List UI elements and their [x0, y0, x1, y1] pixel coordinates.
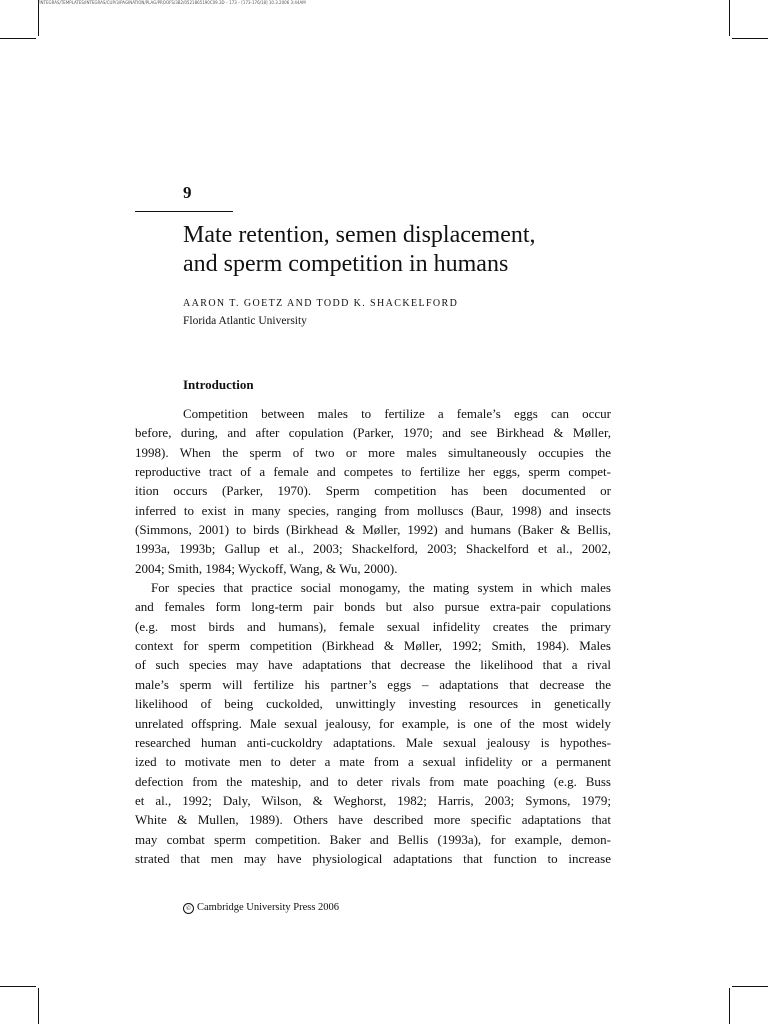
- crop-mark-top-left: [38, 0, 39, 36]
- body-line: ized to motivate men to deter a mate from a sexual infidelity or a permanent: [135, 754, 611, 770]
- body-line: strated that men may have physiological adaptations that function to increase: [135, 850, 611, 866]
- affiliation: Florida Atlantic University: [183, 315, 307, 327]
- crop-mark-bottom-right: [732, 986, 768, 987]
- body-line: unrelated offspring. Male sexual jealousy, for example, is one of the most widely: [135, 715, 611, 731]
- body-line: White & Mullen, 1989). Others have described more specific adaptations that: [135, 812, 611, 828]
- crop-mark-top-right: [729, 0, 730, 36]
- chapter-rule: [135, 211, 233, 212]
- body-line: defection from the mateship, and to deter rivals from mate poaching (e.g. Buss: [135, 773, 611, 789]
- body-line: Competition between males to fertilize a female’s eggs can occur: [183, 406, 611, 421]
- crop-mark-bottom-left: [38, 988, 39, 1024]
- body-line: of such species may have adaptations that decrease the likelihood that a rival: [135, 657, 611, 673]
- copyright-text: Cambridge University Press 2006: [197, 902, 340, 913]
- copyright-footer: [183, 902, 339, 914]
- chapter-title-line: Mate retention, semen displacement,: [183, 222, 536, 248]
- chapter-title-line: and sperm competition in humans: [183, 251, 509, 277]
- crop-mark-top-left: [0, 38, 36, 39]
- body-text: [135, 404, 611, 868]
- body-line: 1998). When the sperm of two or more males simultaneously occupies the: [135, 444, 611, 460]
- body-line: likelihood of being cuckolded, unwittingly investing resources in genetically: [135, 696, 611, 712]
- section-heading: Introduction: [183, 377, 254, 392]
- body-line: context for sperm competition (Birkhead & Møller, 1992; Smith, 1984). Males: [135, 638, 611, 654]
- body-line: inferred to exist in many species, ranging from molluscs (Baur, 1998) and insects: [135, 502, 611, 518]
- body-line: (Simmons, 2001) to birds (Birkhead & Møller, 1992) and humans (Baker & Bellis,: [135, 522, 611, 538]
- chapter-number: 9: [183, 183, 192, 202]
- body-line: et al., 1992; Daly, Wilson, & Weghorst, 1982; Harris, 2003; Symons, 1979;: [135, 792, 611, 808]
- copyright-icon: ©: [183, 903, 194, 914]
- chapter-title: [183, 221, 633, 279]
- body-line: For species that practice social monogamy, the mating system in which males: [151, 580, 611, 596]
- authors: AARON T. GOETZ AND TODD K. SHACKELFORD: [183, 298, 459, 309]
- body-line: 1993a, 1993b; Gallup et al., 2003; Shackelford, 2003; Shackelford et al., 2002,: [135, 541, 611, 557]
- body-line: ition occurs (Parker, 1970). Sperm competition has been documented or: [135, 483, 611, 499]
- print-slug: /INTEGRAS/TEMPLATES/INTEGRAS/CUP/3/PAGINATION/PLAG/PROOFS/3B2/0521865190C09.3D – 173 – [173-176/18] 10.3.2006 3:44AM: [38, 0, 306, 5]
- crop-mark-bottom-right: [729, 988, 730, 1024]
- body-line: researched human anti-cuckoldry adaptations. Male sexual jealousy is hypothes-: [135, 734, 611, 750]
- body-line: 2004; Smith, 1984; Wyckoff, Wang, & Wu, 2000).: [135, 560, 398, 576]
- crop-mark-bottom-left: [0, 986, 36, 987]
- crop-mark-top-right: [732, 38, 768, 39]
- body-line: may combat sperm competition. Baker and Bellis (1993a), for example, demon-: [135, 831, 611, 847]
- body-line: male’s sperm will fertilize his partner’s eggs – adaptations that decrease the: [135, 676, 611, 692]
- body-line: before, during, and after copulation (Parker, 1970; and see Birkhead & Møller,: [135, 425, 611, 441]
- body-line: and females form long-term pair bonds but also pursue extra-pair copulations: [135, 599, 611, 615]
- body-line: reproductive tract of a female and competes to fertilize her eggs, sperm compet-: [135, 464, 611, 480]
- body-line: (e.g. most birds and humans), female sexual infidelity creates the primary: [135, 618, 611, 634]
